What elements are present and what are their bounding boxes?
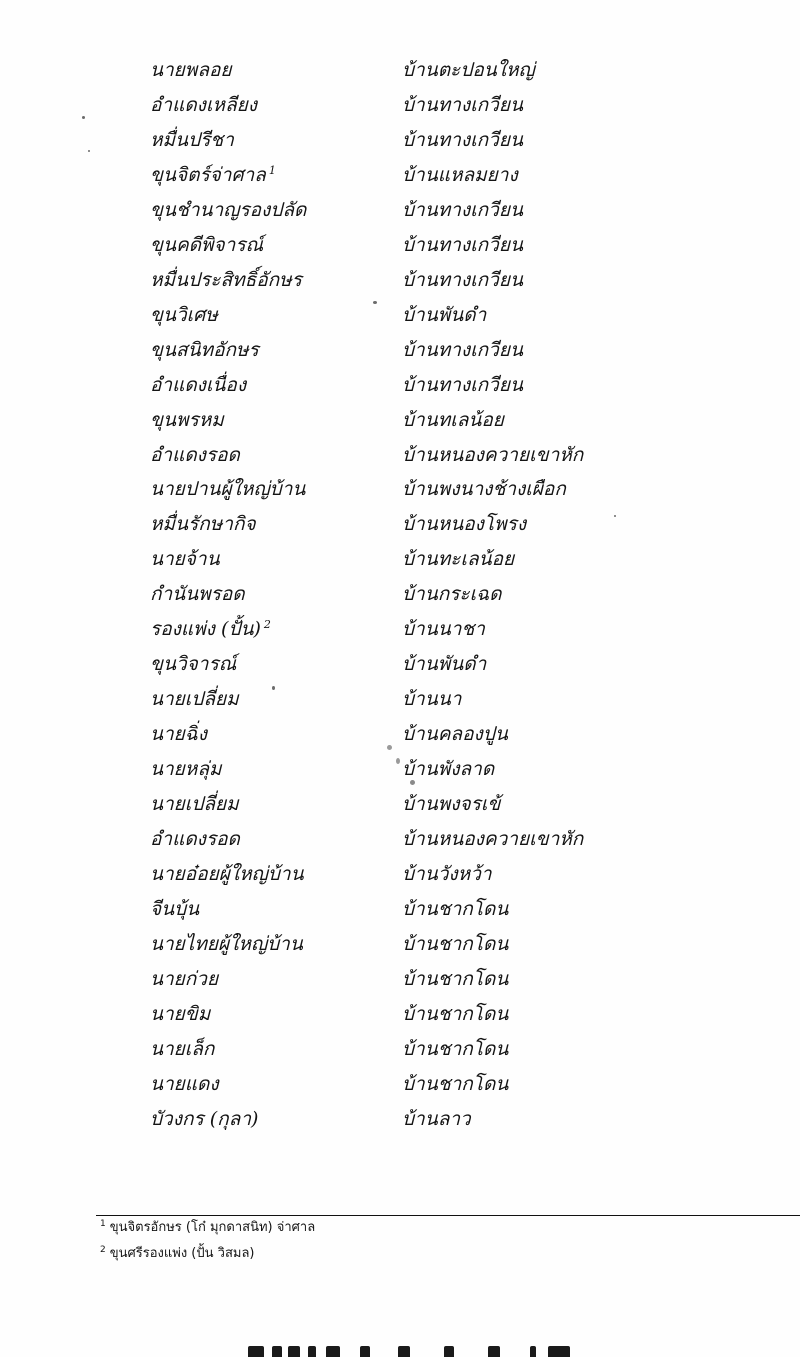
list-row: [0, 53, 800, 88]
village-name: บ้านชากโดน: [402, 967, 509, 990]
list-row: [0, 193, 800, 228]
scan-speck: [88, 150, 90, 152]
village-name: บ้านชากโดน: [402, 932, 509, 955]
list-row: [0, 927, 800, 962]
village-name: บ้านทเลน้อย: [402, 408, 504, 431]
person-name: [150, 612, 271, 647]
list-row: [0, 333, 800, 368]
person-name-text: ขุนจิตร์จ่าศาล: [150, 163, 266, 186]
person-name: นายแดง: [150, 1072, 219, 1095]
list-row: [0, 892, 800, 927]
village-name: บ้านหนองโพรง: [402, 513, 527, 536]
person-name: อำแดงเหลียง: [150, 94, 258, 116]
person-name: หมื่นปรีชา: [150, 128, 234, 151]
village-name: บ้านพันดำ: [402, 653, 487, 676]
person-name: ขุนชำนาญรองปลัด: [150, 198, 307, 221]
village-name: บ้านคลองปูน: [402, 723, 508, 746]
person-name: นายเปลี่ยม: [150, 793, 239, 815]
list-row: [0, 997, 800, 1032]
person-name: ขุนพรหม: [150, 408, 224, 431]
village-name: บ้านทางเกวียน: [402, 94, 523, 116]
person-name: นายก่วย: [150, 967, 219, 990]
scan-speck: [373, 301, 377, 304]
list-row: [0, 612, 800, 647]
footnote-2: [100, 1245, 255, 1263]
list-row: [0, 263, 800, 298]
village-name: บ้านวังหว้า: [402, 862, 492, 885]
village-name: บ้านลาว: [402, 1107, 471, 1130]
village-name: บ้านกระเฉด: [402, 583, 502, 606]
person-name: นายฉิ่ง: [150, 723, 208, 746]
village-name: บ้านนาชา: [402, 618, 485, 641]
village-name: บ้านทะเลน้อย: [402, 548, 515, 571]
person-name: บัวงกร (กุลา): [150, 1107, 259, 1130]
person-name: ขุนสนิทอักษร: [150, 338, 259, 361]
person-name: นายไทยผู้ใหญ่บ้าน: [150, 932, 303, 955]
person-name: นายเล็ก: [150, 1037, 215, 1060]
village-name: บ้านพงจรเข้: [402, 793, 501, 815]
village-name: บ้านชากโดน: [402, 1002, 509, 1025]
list-row: [0, 1102, 800, 1137]
list-row: [0, 403, 800, 438]
person-name: อำแดงรอด: [150, 827, 240, 850]
list-row: [0, 88, 800, 123]
person-name: นายอ๋อยผู้ใหญ่บ้าน: [150, 862, 304, 885]
village-name: บ้านชากโดน: [402, 1072, 509, 1095]
list-row: [0, 1032, 800, 1067]
footnote-number: 1: [100, 1218, 106, 1229]
village-name: บ้านตะปอนใหญ่: [402, 59, 535, 81]
person-name: ขุนวิจารณ์: [150, 653, 237, 676]
list-row: [0, 717, 800, 752]
list-row: [0, 647, 800, 682]
person-name: กำนันพรอด: [150, 583, 245, 606]
person-name: [150, 158, 276, 193]
list-row: [0, 368, 800, 403]
person-name-text: รองแพ่ง (ปั้น): [150, 618, 261, 641]
person-name: นายเปลี่ยม: [150, 688, 239, 711]
scan-speck: [410, 780, 415, 785]
village-name: บ้านพงนางช้างเผือก: [402, 478, 566, 501]
person-name: นายหลุ่ม: [150, 758, 222, 780]
cutoff-heading-fragment: [248, 1346, 588, 1357]
village-name: บ้านหนองควายเขาหัก: [402, 443, 584, 466]
person-name: ขุนวิเศษ: [150, 303, 218, 326]
village-name: บ้านพังลาด: [402, 758, 495, 780]
village-name: บ้านนา: [402, 688, 462, 711]
village-name: บ้านทางเกวียน: [402, 268, 523, 291]
scan-speck: [82, 116, 85, 119]
footnote-reference: 1: [268, 163, 276, 177]
list-row: [0, 787, 800, 822]
person-name: หมื่นประสิทธิ์อักษร: [150, 268, 302, 291]
village-name: บ้านแหลมยาง: [402, 163, 518, 186]
footnote-divider: [96, 1215, 800, 1216]
person-name: อำแดงเนื่อง: [150, 373, 247, 396]
village-name: บ้านพันดำ: [402, 303, 487, 326]
list-row: [0, 472, 800, 507]
village-name: บ้านทางเกวียน: [402, 128, 523, 151]
village-name: บ้านทางเกวียน: [402, 373, 523, 396]
person-name: จีนบุ้น: [150, 897, 200, 920]
list-row: [0, 438, 800, 473]
village-name: บ้านทางเกวียน: [402, 338, 523, 361]
list-row: [0, 1067, 800, 1102]
person-name: อำแดงรอด: [150, 443, 240, 466]
person-name: ขุนคดีพิจารณ์: [150, 233, 264, 256]
list-row: [0, 228, 800, 263]
scan-speck: [396, 758, 400, 764]
village-name: บ้านชากโดน: [402, 897, 509, 920]
village-name: บ้านชากโดน: [402, 1037, 509, 1060]
footnote-1: [100, 1219, 315, 1237]
footnote-reference: 2: [263, 617, 271, 631]
person-name: นายพลอย: [150, 59, 232, 81]
village-name: บ้านทางเกวียน: [402, 198, 523, 221]
person-name: นายขิม: [150, 1002, 211, 1025]
list-row: [0, 507, 800, 542]
list-row: [0, 682, 800, 717]
footnote-text: ขุนจิตรอักษร (โก๋ มุกดาสนิท) จ่าศาล: [109, 1220, 316, 1235]
list-row: [0, 577, 800, 612]
scan-speck: [387, 745, 392, 750]
list-row: [0, 962, 800, 997]
person-name: นายปานผู้ใหญ่บ้าน: [150, 478, 306, 501]
footnote-text: ขุนศรีรองแพ่ง (ปั้น วิสมล): [109, 1246, 255, 1261]
village-name: บ้านหนองควายเขาหัก: [402, 827, 584, 850]
scan-speck: [614, 515, 616, 517]
list-row: [0, 542, 800, 577]
list-row: [0, 123, 800, 158]
person-name: หมื่นรักษากิจ: [150, 513, 256, 536]
list-row: [0, 158, 800, 193]
village-name: บ้านทางเกวียน: [402, 233, 523, 256]
scan-speck: [272, 686, 275, 690]
list-row: [0, 752, 800, 787]
list-row: [0, 298, 800, 333]
list-row: [0, 857, 800, 892]
person-name: นายจ้าน: [150, 548, 220, 571]
footnote-number: 2: [100, 1244, 106, 1255]
list-row: [0, 822, 800, 857]
